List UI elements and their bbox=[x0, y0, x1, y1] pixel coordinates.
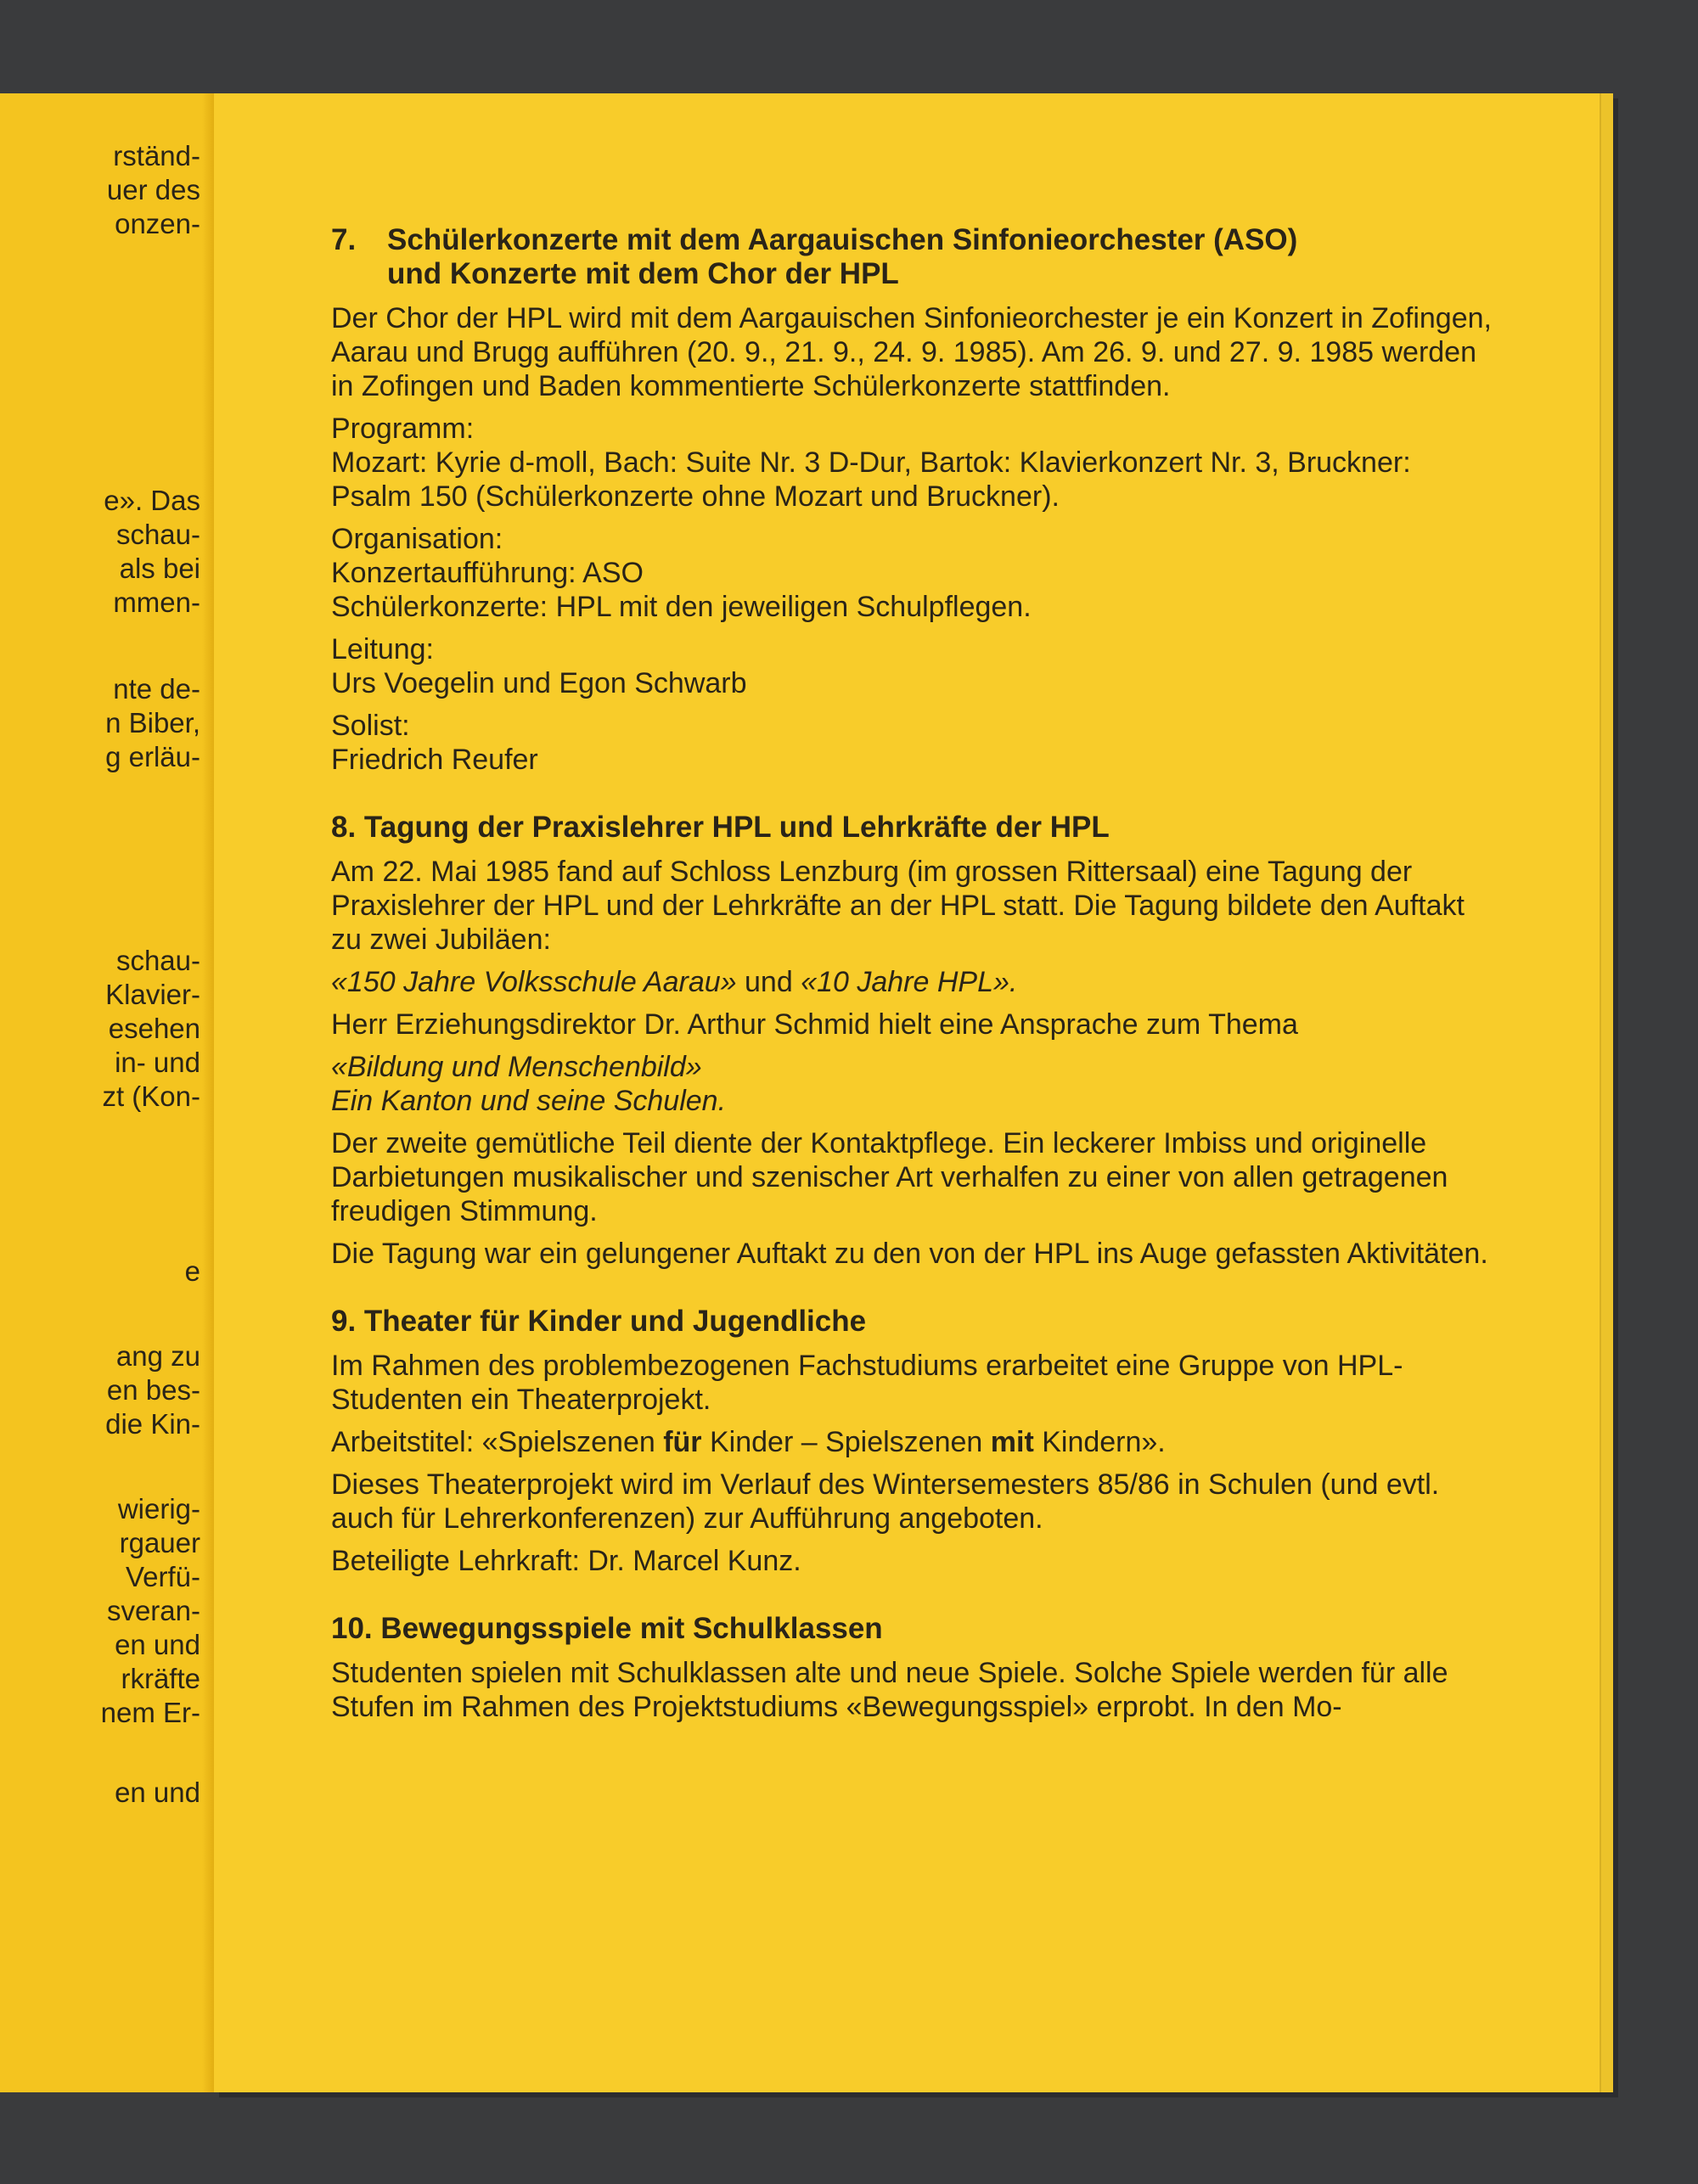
left-fragment-10: schau- bbox=[115, 945, 200, 976]
left-fragment-20: rgauer bbox=[119, 1527, 200, 1558]
speech-theme-line-2: Ein Kanton und seine Schulen. bbox=[331, 1085, 727, 1117]
solist-block bbox=[331, 709, 1494, 777]
left-fragment-26: en und bbox=[115, 1777, 200, 1808]
section-7-title-line-1: Schülerkonzerte mit dem Aargauischen Sinfonieorchester (ASO) bbox=[387, 223, 1298, 256]
solist-label: Solist: bbox=[331, 710, 410, 742]
section-8 bbox=[331, 811, 1494, 1271]
teacher-text: Beteiligte Lehrkraft: Dr. Marcel Kunz. bbox=[331, 1545, 801, 1577]
left-page bbox=[0, 93, 214, 2092]
section-7-title-line-2: und Konzerte mit dem Chor der HPL bbox=[387, 257, 899, 290]
work-title-suffix: Kindern». bbox=[1033, 1426, 1166, 1458]
section-8-heading: 8. Tagung der Praxislehrer HPL und Lehrkräfte der HPL bbox=[331, 811, 1110, 844]
jubilee-1: «150 Jahre Volksschule Aarau» bbox=[331, 966, 737, 998]
left-fragment-0: rständ- bbox=[113, 140, 200, 171]
section-7-number: 7. bbox=[331, 223, 357, 256]
section-7 bbox=[331, 223, 1494, 777]
section-8-body: Am 22. Mai 1985 fand auf Schloss Lenzburg (im grossen Rittersaal) eine Tagung der Praxislehrer der HPL und der Lehrkräfte an der HPL statt. Die Tagung bildete den Auftakt zu zwei Jubiläen: bbox=[331, 856, 1465, 956]
left-fragment-4: schau- bbox=[115, 519, 200, 550]
page-edge bbox=[1600, 93, 1613, 2092]
left-fragment-2: onzen- bbox=[115, 208, 200, 239]
left-fragment-24: rkräfte bbox=[121, 1663, 200, 1694]
solist-text: Friedrich Reufer bbox=[331, 744, 538, 776]
left-fragment-5: als bei bbox=[119, 553, 200, 584]
left-fragment-18: die Kin- bbox=[105, 1408, 200, 1440]
left-fragment-3: e». Das bbox=[104, 485, 200, 516]
left-fragment-14: zt (Kon- bbox=[102, 1081, 200, 1112]
leitung-block bbox=[331, 632, 1494, 700]
page-content bbox=[331, 223, 1494, 1758]
jubilee-conjunction: und bbox=[736, 966, 801, 998]
page-fold bbox=[202, 93, 214, 2092]
programm-label: Programm: bbox=[331, 413, 475, 445]
left-fragment-17: en bes- bbox=[106, 1374, 200, 1406]
left-fragment-1: uer des bbox=[106, 174, 200, 205]
leitung-label: Leitung: bbox=[331, 633, 434, 665]
section-10-body: Studenten spielen mit Schulklassen alte und neue Spiele. Solche Spiele werden für alle Stufen im Rahmen des Projektstudiums «Bewegungsspiel» erprobt. In den Mo- bbox=[331, 1657, 1448, 1723]
work-title-bold-2: mit bbox=[990, 1426, 1034, 1458]
left-fragment-8: n Biber, bbox=[105, 707, 200, 738]
conclusion-text: Die Tagung war ein gelungener Auftakt zu den von der HPL ins Auge gefassten Aktivitäten. bbox=[331, 1238, 1488, 1270]
section-9-heading: 9. Theater für Kinder und Jugendliche bbox=[331, 1305, 867, 1338]
speech-theme-line-1: «Bildung und Menschenbild» bbox=[331, 1051, 702, 1083]
section-7-heading bbox=[331, 223, 1494, 291]
right-page bbox=[214, 93, 1613, 2092]
left-fragment-6: mmen- bbox=[113, 587, 200, 618]
left-fragment-9: g erläu- bbox=[105, 741, 200, 772]
left-fragment-19: wierig- bbox=[117, 1493, 200, 1524]
second-part-text: Der zweite gemütliche Teil diente der Kontaktpflege. Ein leckerer Imbiss und originelle Darbietungen musikalischer und szenischer Art verhalfen zu einer von allen getragenen freudigen Stimmung. bbox=[331, 1127, 1448, 1227]
jubilees bbox=[331, 965, 1494, 999]
left-fragment-21: Verfü- bbox=[125, 1561, 200, 1592]
section-10-heading: 10. Bewegungsspiele mit Schulklassen bbox=[331, 1612, 883, 1645]
organisation-line-1: Konzertaufführung: ASO bbox=[331, 557, 644, 589]
work-title bbox=[331, 1425, 1494, 1459]
left-fragment-25: nem Er- bbox=[100, 1697, 200, 1728]
leitung-text: Urs Voegelin und Egon Schwarb bbox=[331, 667, 747, 699]
section-9-body: Im Rahmen des problembezogenen Fachstudiums erarbeitet eine Gruppe von HPL-Studenten ein Theaterprojekt. bbox=[331, 1350, 1403, 1416]
section-7-body: Der Chor der HPL wird mit dem Aargauischen Sinfonieorchester je ein Konzert in Zofingen, Aarau und Brugg aufführen (20. 9., 21. 9., 24. 9. 1985). Am 26. 9. und 27. 9. 1985 werden in Zofingen und Baden kommentierte Schülerkonzerte stattfinden. bbox=[331, 302, 1492, 402]
programm-text: Mozart: Kyrie d-moll, Bach: Suite Nr. 3 D-Dur, Bartok: Klavierkonzert Nr. 3, Bruckner: Psalm 150 (Schülerkonzerte ohne Mozart und Bruckner). bbox=[331, 446, 1411, 513]
organisation-label: Organisation: bbox=[331, 523, 503, 555]
work-title-prefix: Arbeitstitel: «Spielszenen bbox=[331, 1426, 664, 1458]
work-title-bold-1: für bbox=[663, 1426, 702, 1458]
work-title-middle: Kinder – Spielszenen bbox=[701, 1426, 991, 1458]
left-fragment-12: esehen bbox=[108, 1013, 200, 1044]
organisation-block bbox=[331, 522, 1494, 624]
section-7-title bbox=[387, 223, 1297, 291]
left-fragment-23: en und bbox=[115, 1629, 200, 1660]
left-fragment-15: e bbox=[184, 1255, 200, 1287]
left-fragment-13: in- und bbox=[115, 1047, 200, 1078]
left-fragment-16: ang zu bbox=[115, 1340, 200, 1372]
organisation-line-2: Schülerkonzerte: HPL mit den jeweiligen Schulpflegen. bbox=[331, 591, 1032, 623]
section-9 bbox=[331, 1305, 1494, 1578]
left-fragment-11: Klavier- bbox=[105, 979, 200, 1010]
programm-block bbox=[331, 412, 1494, 514]
jubilee-2: «10 Jahre HPL». bbox=[801, 966, 1018, 998]
section-10 bbox=[331, 1612, 1494, 1724]
speech-theme bbox=[331, 1050, 1494, 1118]
left-fragment-22: sveran- bbox=[106, 1595, 200, 1626]
speech-text: Herr Erziehungsdirektor Dr. Arthur Schmid hielt eine Ansprache zum Thema bbox=[331, 1008, 1298, 1041]
project-text: Dieses Theaterprojekt wird im Verlauf des Wintersemesters 85/86 in Schulen (und evtl. auch für Lehrerkonferenzen) zur Aufführung angeboten. bbox=[331, 1468, 1440, 1535]
left-fragment-7: nte de- bbox=[113, 673, 200, 705]
